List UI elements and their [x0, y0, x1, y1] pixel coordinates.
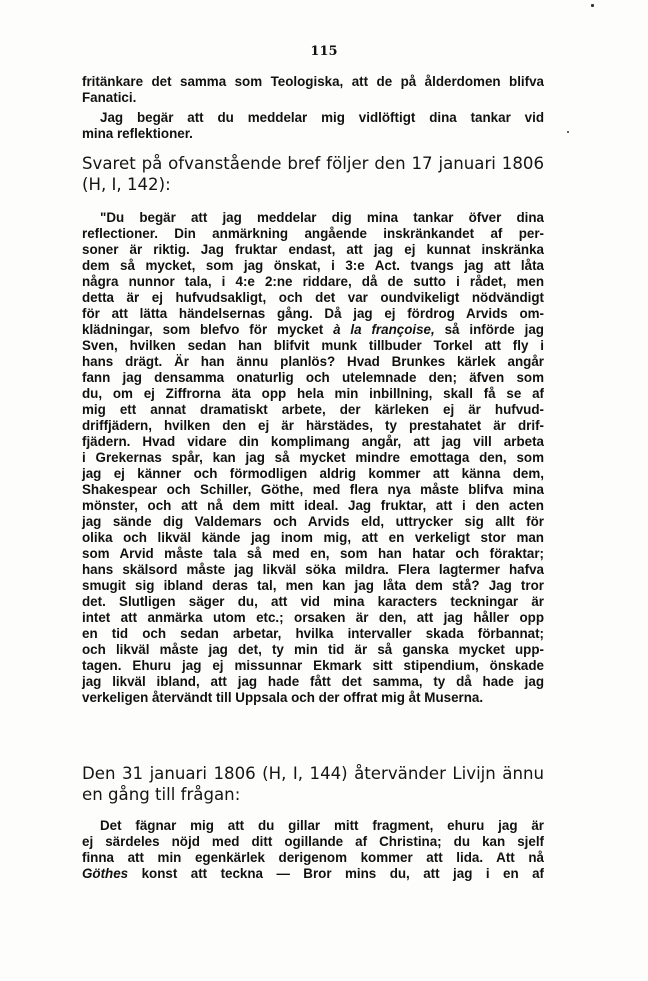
text-line: Den 31 januari 1806 (H, I, 144) återvänder Livijn ännu — [82, 764, 544, 783]
italic-word: Göthes — [82, 866, 129, 881]
text-line: tagen. Ehuru jag ej missunnar Ekmark sitt stipendium, önskade — [82, 658, 544, 673]
text-line: klädningar, som blefvo för mycket à la françoise, så införde jag — [82, 322, 544, 337]
print-speck — [591, 4, 594, 7]
text-line: Jag begär att du meddelar mig vidlöftigt dina tankar vid — [100, 110, 544, 125]
text-line: i Grekernas spår, kan jag så mycket mindre emottaga den, som — [82, 450, 544, 465]
text-line: (H, I, 142): — [82, 175, 171, 194]
text-line: en tid och sedan arbetar, hvilka intervaller skada förbannat; — [82, 626, 544, 641]
text-line: för att lätta händelsernas gång. Då jag ej fördrog Arvids om- — [82, 306, 544, 321]
text-line: Det fägnar mig att du gillar mitt fragment, ehuru jag är — [100, 818, 544, 833]
text-line: olika och likväl kände jag inom mig, att en verkeligt stor man — [82, 530, 544, 545]
letter-quote-paragraph — [82, 210, 544, 706]
paragraph-request — [82, 110, 544, 142]
page-number: 115 — [310, 44, 338, 59]
text-line: intet att anmärka utom etc.; orsaken är den, att jag håller opp — [82, 610, 544, 625]
letter-paragraph-fragment — [82, 818, 544, 882]
text-line: driffjädern, hvilken den ej är härstädes, ty prestahatet är drif- — [82, 418, 544, 433]
line-tail: så införde jag — [434, 322, 544, 337]
text-line: det. Slutligen säger du, att vid mina karacters teckningar är — [82, 594, 544, 609]
text-line: jag sände dig Valdemars och Arvids eld, uttrycker sig allt för — [82, 514, 544, 529]
text-line: några nunnor tala, i 4:e 2:ne riddare, då de sutto i rådet, men — [82, 274, 544, 289]
text-line: jag likväl ibland, att jag hade fått det samma, ty då hade jag — [82, 674, 544, 689]
text-line: fjädern. Hvad vidare din komplimang angår, att jag vill arbeta — [82, 434, 544, 449]
text-line: och likväl måste jag det, ty min tid är så ganska mycket upp- — [82, 642, 544, 657]
text-line: ej särdeles nöjd med ditt ogillande af Christina; du kan sjelf — [82, 834, 544, 849]
paragraph-continuation — [82, 74, 544, 106]
text-line: detta är ej hufvudsakligt, och det var oundvikeligt nödvändigt — [82, 290, 544, 305]
text-line: hans drägt. Är han ännu planlös? Hvad Brunkes kärlek angår — [82, 354, 544, 369]
text-line: reflectioner. Din anmärkning angående inskränkandet af per- — [82, 226, 544, 241]
print-speck — [567, 131, 569, 133]
text-line: som Arvid måste tala så med en, som han hatar och föraktar; — [82, 546, 544, 561]
text-line: Fanatici. — [82, 90, 137, 105]
text-line: soner är riktig. Jag fruktar endast, att jag ej kunnat inskränka — [82, 242, 544, 257]
text-line: hans skälsord måste jag likväl söka mildra. Flera lagtermer hafva — [82, 562, 544, 577]
text-line: Svaret på ofvanstående bref följer den 17 januari 1806 — [82, 154, 544, 173]
text-line: Göthes konst att teckna — Bror mins du, att jag i en af — [82, 866, 544, 881]
text-line: "Du begär att jag meddelar dig mina tankar öfver dina — [100, 210, 544, 225]
text-line: verkeligen återvändt till Uppsala och der offrat mig åt Muserna. — [82, 690, 484, 705]
text-line: dem så mycket, som jag önskat, i 3:e Act. tvangs jag att låta — [82, 258, 544, 273]
text-line: fritänkare det samma som Teologiska, att de på ålderdomen blifva — [82, 74, 544, 89]
text-line: mina reflektioner. — [82, 126, 193, 141]
section-heading-return — [82, 763, 544, 805]
text-line: mig ett annat dramatiskt arbete, der kärleken ej är hufvud- — [82, 402, 544, 417]
text-line: fann jag densamma onaturlig och utelemnade den; äfven som — [82, 370, 544, 385]
text-line: finna att min egenkärlek derigenom kommer att lida. Att nå — [82, 850, 544, 865]
text-line: Shakespear och Schiller, Göthe, med flera nya måste blifva mina — [82, 482, 544, 497]
text-line: du, om ej Ziffrorna äta opp hela min inbillning, skall få se af — [82, 386, 544, 401]
text-line: en gång till frågan: — [82, 785, 241, 804]
text-line: smugit sig ibland deras tal, men kan jag låta dem stå? Jag tror — [82, 578, 544, 593]
section-heading-reply — [82, 153, 544, 195]
italic-phrase: à la françoise, — [333, 322, 435, 337]
text-line: mönster, och att nå dem mitt ideal. Jag fruktar, att i den acten — [82, 498, 544, 513]
text-line: jag ej känner och förmodligen aldrig kommer att känna dem, — [82, 466, 544, 481]
text-line: Sven, hvilken sedan han blifvit munk tillbuder Torkel att fly i — [82, 338, 544, 353]
